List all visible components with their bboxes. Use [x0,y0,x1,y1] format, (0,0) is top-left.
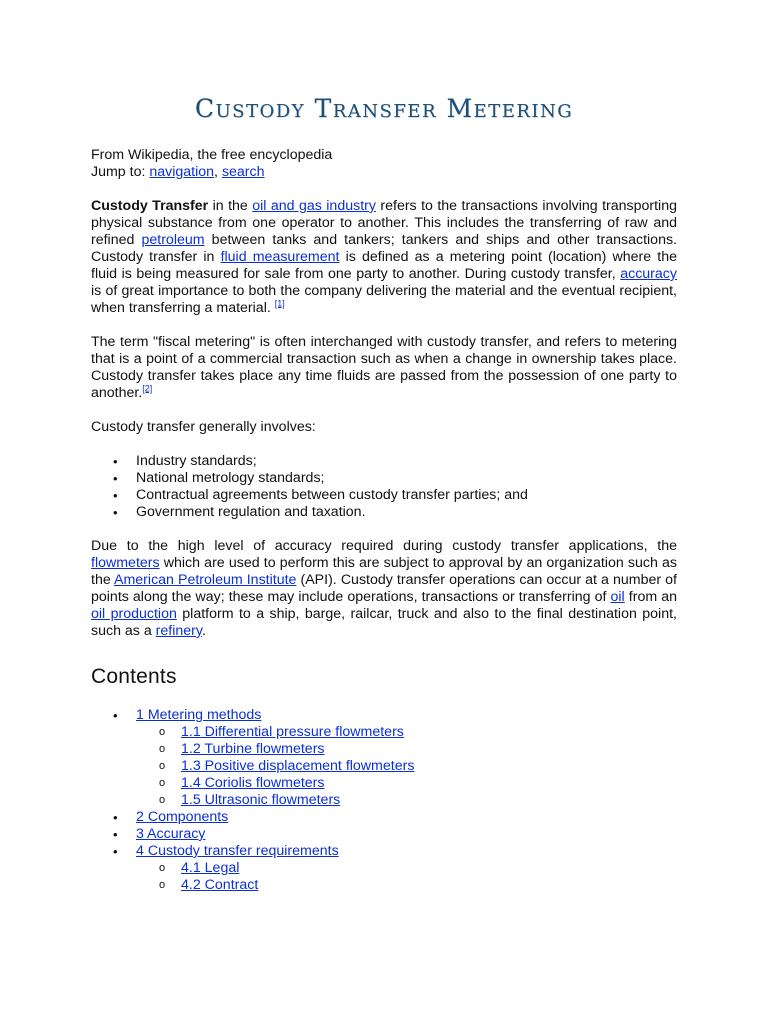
toc-subitem [181,724,677,741]
lead-term: Custody Transfer [91,198,209,214]
list-item: • Contractual agreements between custody transfer parties; and [136,487,677,504]
link-refinery[interactable]: refinery [155,623,202,639]
toc-link-accuracy[interactable]: 3 Accuracy [136,826,206,842]
link-oil-production[interactable]: oil production [91,606,177,622]
toc-subitem [181,775,677,792]
list-item: • Industry standards; [136,453,677,470]
toc-link-custody-transfer-requirements[interactable]: 4 Custody transfer requirements [136,843,339,859]
intro-paragraph [91,198,677,317]
toc-item [136,826,677,843]
toc-link-metering-methods[interactable]: 1 Metering methods [136,707,262,723]
toc-link-ultrasonic[interactable]: 1.5 Ultrasonic flowmeters [181,792,341,808]
article-body [91,147,677,894]
text-run: platform to a ship, barge, railcar, truck and also to the final destination point, such as a [91,606,677,639]
text-run: Due to the high level of accuracy required during custody transfer applications, the [91,538,677,554]
text-run: The term "fiscal metering" is often interchanged with custody transfer, and refers to metering that is a point of a commercial transaction such as when a change in ownership takes place. Custody transfer takes place any time fluids are passed from the possession of one party to another. [91,334,677,401]
link-fluid-measurement[interactable]: fluid measurement [220,249,340,265]
toc-item [136,809,677,826]
toc-subitem [181,877,677,894]
toc-subitem [181,792,677,809]
source-line: From Wikipedia, the free encyclopedia [91,147,333,163]
link-american-petroleum-institute[interactable]: American Petroleum Institute [114,572,297,588]
link-petroleum[interactable]: petroleum [141,232,205,248]
reference-2-link[interactable]: [2] [142,383,153,394]
article-meta [91,147,677,181]
text-run: which are used to perform this are subject to approval by an organization such as the [91,555,677,588]
text-run: (API). Custody transfer operations can occur at a number of points along the way; these may include operations, transactions or transferring of [91,572,677,605]
list-item: • Government regulation and taxation. [136,504,677,521]
text-run: refers to the transactions involving transporting physical substance from one operator to another. This includes the transferring of raw and refined [91,198,677,248]
reference-1-link[interactable]: [1] [274,298,285,309]
toc-subitem [181,758,677,775]
toc-sublist [136,860,677,894]
toc-link-coriolis[interactable]: 1.4 Coriolis flowmeters [181,775,325,791]
search-link[interactable]: search [221,164,265,180]
page-title: Custody Transfer Metering [194,94,574,123]
toc-sublist [136,724,677,809]
involves-intro: Custody transfer generally involves: [91,419,316,435]
jump-to-label: Jump to: [91,164,150,180]
table-of-contents [91,707,677,894]
toc-item [136,707,677,809]
toc-subitem [181,741,677,758]
toc-subitem [181,860,677,877]
involves-list [91,453,677,521]
accuracy-paragraph [91,538,677,640]
fiscal-metering-paragraph [91,334,677,402]
text-run: is of great importance to both the company delivering the material and the eventual recipient, when transferring a material. [91,283,677,316]
link-oil-and-gas-industry[interactable]: oil and gas industry [252,198,376,214]
toc-link-contract[interactable]: 4.2 Contract [181,877,259,893]
navigation-link[interactable]: navigation [149,164,215,180]
text-run: between tanks and tankers; tankers and ships and other transactions. Custody transfer in [91,232,677,265]
toc-item [136,843,677,894]
link-accuracy[interactable]: accuracy [620,266,677,282]
text-run: . [201,623,206,639]
toc-link-legal[interactable]: 4.1 Legal [181,860,240,876]
text-run: in the [208,198,253,214]
link-flowmeters[interactable]: flowmeters [91,555,160,571]
list-item: • National metrology standards; [136,470,677,487]
toc-link-components[interactable]: 2 Components [136,809,229,825]
text-run: from an [624,589,677,605]
contents-heading: Contents [91,665,177,688]
toc-link-differential-pressure[interactable]: 1.1 Differential pressure flowmeters [181,724,404,740]
link-oil[interactable]: oil [610,589,625,605]
text-run: is defined as a metering point (location) where the fluid is being measured for sale from one party to another. During custody transfer, [91,249,677,282]
toc-link-turbine[interactable]: 1.2 Turbine flowmeters [181,741,325,757]
jump-separator: , [214,164,222,180]
toc-link-positive-displacement[interactable]: 1.3 Positive displacement flowmeters [181,758,415,774]
